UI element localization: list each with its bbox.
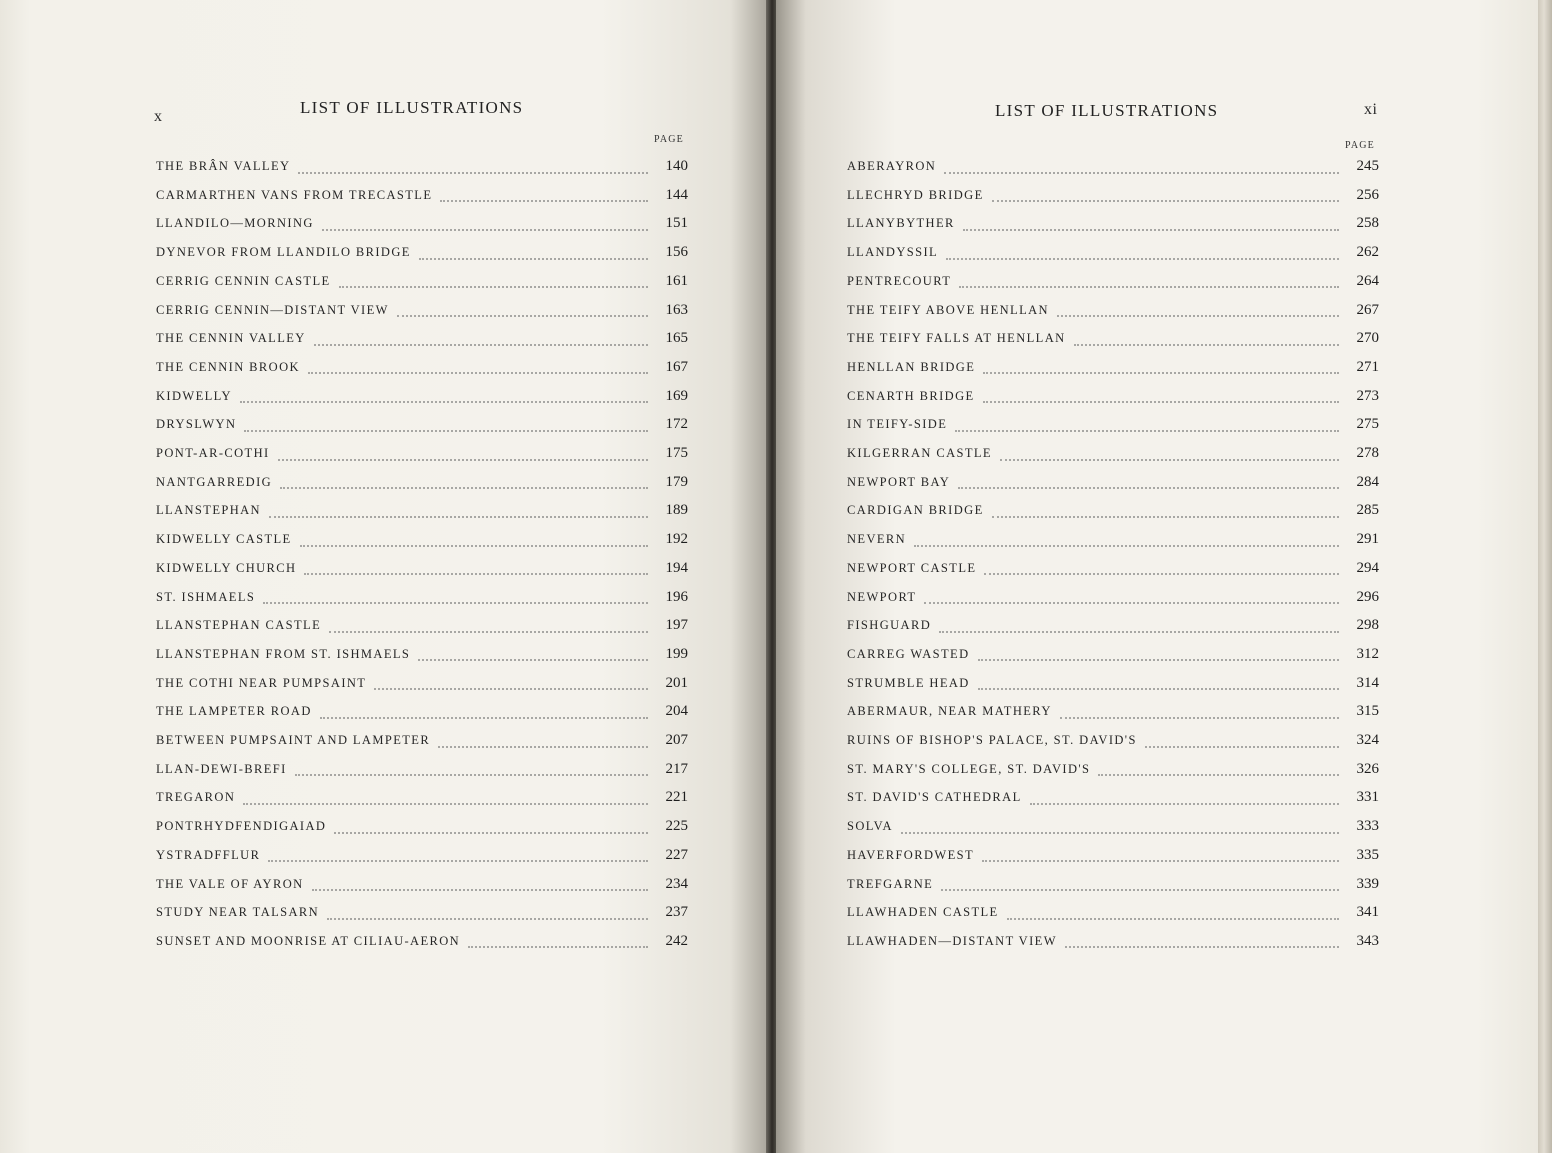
illustration-title: SUNSET AND MOONRISE AT CILIAU-AERON [156,933,461,948]
dot-leader [295,773,648,776]
illustration-title: THE CENNIN VALLEY [156,331,306,346]
list-item [847,847,1379,869]
list-item [156,904,688,926]
illustration-title: PONTRHYDFENDIGAIAD [156,819,327,834]
illustration-page-number: 273 [1356,387,1379,404]
illustration-page-number: 298 [1356,617,1379,634]
list-item [847,761,1379,783]
dot-leader [1065,945,1339,948]
illustration-page-number: 156 [665,244,688,261]
list-item [156,617,688,639]
list-item [156,445,688,467]
illustration-page-number: 207 [665,732,688,748]
illustration-page-number: 315 [1356,703,1379,720]
dot-leader [438,745,648,748]
dot-leader [983,371,1339,374]
illustration-page-number: 196 [665,588,688,605]
dot-leader [308,371,648,374]
list-item [847,330,1379,352]
illustration-title: CERRIG CENNIN—DISTANT VIEW [156,302,389,317]
dot-leader [1007,917,1339,920]
list-item [847,904,1379,926]
list-item [156,187,688,209]
illustration-title: PENTRECOURT [847,273,952,288]
dot-leader [314,343,648,346]
list-item [847,273,1379,295]
dot-leader [263,601,648,604]
illustration-page-number: 217 [665,760,688,777]
illustration-title: LLANSTEPHAN [156,503,261,518]
illustration-title: TREGARON [156,790,236,805]
illustration-page-number: 262 [1356,244,1379,261]
illustration-title: THE COTHI NEAR PUMPSAINT [156,675,367,690]
dot-leader [978,687,1339,690]
illustration-title: DRYSLWYN [156,417,237,432]
illustration-title: ST. ISHMAELS [156,589,256,604]
list-item [847,876,1379,898]
illustration-page-number: 194 [665,559,688,576]
illustration-title: THE CENNIN BROOK [156,359,300,374]
dot-leader [992,199,1339,202]
dot-leader [959,285,1339,288]
dot-leader [914,544,1339,547]
illustration-title: DYNEVOR FROM LLANDILO BRIDGE [156,245,411,260]
dot-leader [939,630,1339,633]
dot-leader [244,429,648,432]
list-item [847,158,1379,180]
illustration-page-number: 237 [665,904,688,921]
illustration-title: TREFGARNE [847,876,934,891]
dot-leader [280,486,648,489]
illustration-title: HENLLAN BRIDGE [847,359,976,374]
dot-leader [327,917,648,920]
illustration-page-number: 314 [1356,674,1379,691]
illustration-page-number: 201 [665,674,688,691]
illustration-title: LLAWHADEN—DISTANT VIEW [847,933,1057,948]
illustration-page-number: 271 [1356,358,1379,375]
right-page [776,0,1538,1153]
illustration-page-number: 234 [665,875,688,892]
dot-leader [418,658,648,661]
dot-leader [468,945,648,948]
left-page [0,0,768,1153]
list-item [156,847,688,869]
dot-leader [329,630,648,633]
list-item [847,359,1379,381]
illustration-page-number: 165 [665,330,688,347]
list-item [847,474,1379,496]
dot-leader [278,458,648,461]
illustration-page-number: 291 [1356,531,1379,548]
list-item [156,273,688,295]
list-item [847,675,1379,697]
illustration-page-number: 264 [1356,272,1379,289]
illustration-page-number: 312 [1356,645,1379,662]
page-number: xi [1364,101,1378,118]
illustration-page-number: 167 [665,358,688,375]
illustration-page-number: 258 [1356,215,1379,232]
illustration-title: CARREG WASTED [847,646,970,661]
dot-leader [982,859,1339,862]
dot-leader [339,285,648,288]
list-item [847,646,1379,668]
illustration-page-number: 144 [665,186,688,203]
list-item [156,876,688,898]
illustration-page-number: 172 [665,416,688,433]
dot-leader [1057,314,1339,317]
dot-leader [978,658,1340,661]
list-item [156,933,688,955]
dot-leader [300,544,648,547]
dot-leader [946,257,1339,260]
illustration-title: CENARTH BRIDGE [847,388,975,403]
list-item [156,244,688,266]
dot-leader [298,171,648,174]
illustration-page-number: 175 [665,445,688,461]
illustration-page-number: 335 [1356,846,1379,863]
list-item [847,244,1379,266]
dot-leader [1000,458,1339,461]
list-item [847,531,1379,553]
page-edge [1538,0,1552,1153]
illustration-title: ST. MARY'S COLLEGE, ST. DAVID'S [847,761,1091,776]
illustration-title: LLECHRYD BRIDGE [847,187,984,202]
dot-leader [243,802,648,805]
illustration-title: LLANYBYTHER [847,216,955,231]
illustration-page-number: 179 [665,473,688,490]
list-item [156,675,688,697]
dot-leader [944,171,1339,174]
list-item [847,502,1379,524]
illustration-page-number: 163 [665,301,688,318]
illustration-title: SOLVA [847,819,893,834]
illustration-title: NEWPORT CASTLE [847,560,977,575]
illustration-page-number: 221 [665,789,688,806]
dot-leader [397,314,648,317]
list-item [847,789,1379,811]
list-item [156,531,688,553]
list-item [847,560,1379,582]
list-item [847,933,1379,955]
dot-leader [304,572,648,575]
illustration-page-number: 343 [1356,932,1379,949]
list-item [847,818,1379,840]
dot-leader [334,831,648,834]
dot-leader [1074,343,1339,346]
illustration-page-number: 267 [1356,301,1379,318]
illustration-page-number: 245 [1356,158,1379,174]
illustration-title: STRUMBLE HEAD [847,675,970,690]
dot-leader [1098,773,1339,776]
list-item [847,215,1379,237]
dot-leader [268,859,648,862]
illustration-title: CARDIGAN BRIDGE [847,503,984,518]
illustration-title: THE LAMPETER ROAD [156,704,312,719]
dot-leader [419,257,648,260]
illustration-page-number: 199 [665,645,688,662]
dot-leader [312,888,648,891]
dot-leader [924,601,1339,604]
illustration-title: NANTGARREDIG [156,474,273,489]
illustration-title: NEWPORT [847,589,917,604]
illustration-page-number: 225 [665,818,688,835]
illustration-title: LLAWHADEN CASTLE [847,905,999,920]
dot-leader [1060,716,1339,719]
dot-leader [240,400,648,403]
dot-leader [955,429,1339,432]
dot-leader [1030,802,1339,805]
list-item [156,474,688,496]
illustration-title: KIDWELLY CASTLE [156,532,292,547]
list-item [156,646,688,668]
list-item [156,215,688,237]
list-item [156,589,688,611]
illustration-page-number: 275 [1356,416,1379,433]
list-item [156,502,688,524]
list-item [156,761,688,783]
illustration-title: ABERAYRON [847,159,937,173]
dot-leader [963,228,1339,231]
illustration-title: LLANDILO—MORNING [156,216,314,231]
illustration-page-number: 331 [1356,789,1379,806]
dot-leader [901,831,1339,834]
illustration-page-number: 296 [1356,588,1379,605]
illustration-title: KILGERRAN CASTLE [847,446,992,460]
illustration-page-number: 161 [665,272,688,289]
list-item [156,158,688,180]
dot-leader [984,572,1339,575]
list-item [156,359,688,381]
illustration-page-number: 242 [665,932,688,949]
illustration-page-number: 326 [1356,760,1379,777]
illustration-title: THE TEIFY ABOVE HENLLAN [847,302,1049,317]
illustration-title: YSTRADFFLUR [156,847,261,862]
dot-leader [992,515,1339,518]
list-item [156,330,688,352]
illustration-title: THE BRÂN VALLEY [156,159,291,173]
illustration-page-number: 278 [1356,445,1379,461]
list-item [847,617,1379,639]
list-item [156,416,688,438]
dot-leader [374,687,648,690]
illustration-page-number: 192 [665,531,688,548]
illustration-page-number: 294 [1356,559,1379,576]
list-item [156,732,688,754]
illustration-title: NEWPORT BAY [847,474,951,489]
illustration-title: LLANSTEPHAN CASTLE [156,618,322,633]
list-item [847,732,1379,754]
dot-leader [958,486,1339,489]
illustration-title: LLAN-DEWI-BREFI [156,761,287,776]
running-head: LIST OF ILLUSTRATIONS [300,98,524,117]
illustration-title: BETWEEN PUMPSAINT AND LAMPETER [156,733,431,747]
illustration-title: HAVERFORDWEST [847,847,975,862]
illustration-page-number: 324 [1356,732,1379,748]
list-item [156,818,688,840]
illustration-page-number: 169 [665,387,688,404]
illustration-page-number: 285 [1356,502,1379,519]
list-item [156,388,688,410]
illustration-title: IN TEIFY-SIDE [847,417,948,432]
illustration-title: ABERMAUR, NEAR MATHERY [847,704,1052,719]
illustration-page-number: 284 [1356,473,1379,490]
illustration-title: STUDY NEAR TALSARN [156,905,320,920]
illustration-page-number: 197 [665,617,688,634]
illustration-title: ST. DAVID'S CATHEDRAL [847,790,1022,805]
list-item [847,445,1379,467]
running-head: LIST OF ILLUSTRATIONS [995,101,1219,120]
illustration-page-number: 256 [1356,186,1379,203]
illustration-page-number: 333 [1356,818,1379,835]
dot-leader [269,515,648,518]
illustration-title: LLANSTEPHAN FROM ST. ISHMAELS [156,646,411,661]
page-column-label: PAGE [1345,140,1375,151]
illustration-title: KIDWELLY CHURCH [156,560,297,575]
illustration-title: PONT-AR-COTHI [156,446,270,460]
illustration-page-number: 341 [1356,904,1379,921]
illustration-page-number: 227 [665,846,688,863]
illustration-page-number: 189 [665,502,688,519]
illustration-title: CERRIG CENNIN CASTLE [156,273,331,288]
dot-leader [440,199,648,202]
illustration-title: FISHGUARD [847,618,932,633]
illustration-page-number: 339 [1356,875,1379,892]
list-item [847,589,1379,611]
dot-leader [322,228,648,231]
list-item [156,789,688,811]
illustration-title: THE VALE OF AYRON [156,876,304,891]
illustration-title: CARMARTHEN VANS FROM TRECASTLE [156,187,433,202]
list-item [847,302,1379,324]
page-number: x [154,108,163,125]
dot-leader [1145,745,1339,748]
dot-leader [941,888,1339,891]
page-column-label: PAGE [654,134,684,145]
illustration-page-number: 140 [665,158,688,174]
list-item [847,187,1379,209]
illustration-page-number: 204 [665,703,688,720]
illustration-title: NEVERN [847,532,907,547]
list-item [847,416,1379,438]
list-item [847,703,1379,725]
list-item [156,560,688,582]
list-item [847,388,1379,410]
illustration-title: LLANDYSSIL [847,245,939,260]
dot-leader [983,400,1339,403]
illustration-page-number: 270 [1356,330,1379,347]
illustration-title: THE TEIFY FALLS AT HENLLAN [847,331,1066,346]
illustration-title: RUINS OF BISHOP'S PALACE, ST. DAVID'S [847,733,1137,747]
dot-leader [320,716,648,719]
list-item [156,703,688,725]
illustration-title: KIDWELLY [156,388,232,403]
list-item [156,302,688,324]
illustration-page-number: 151 [665,215,688,232]
